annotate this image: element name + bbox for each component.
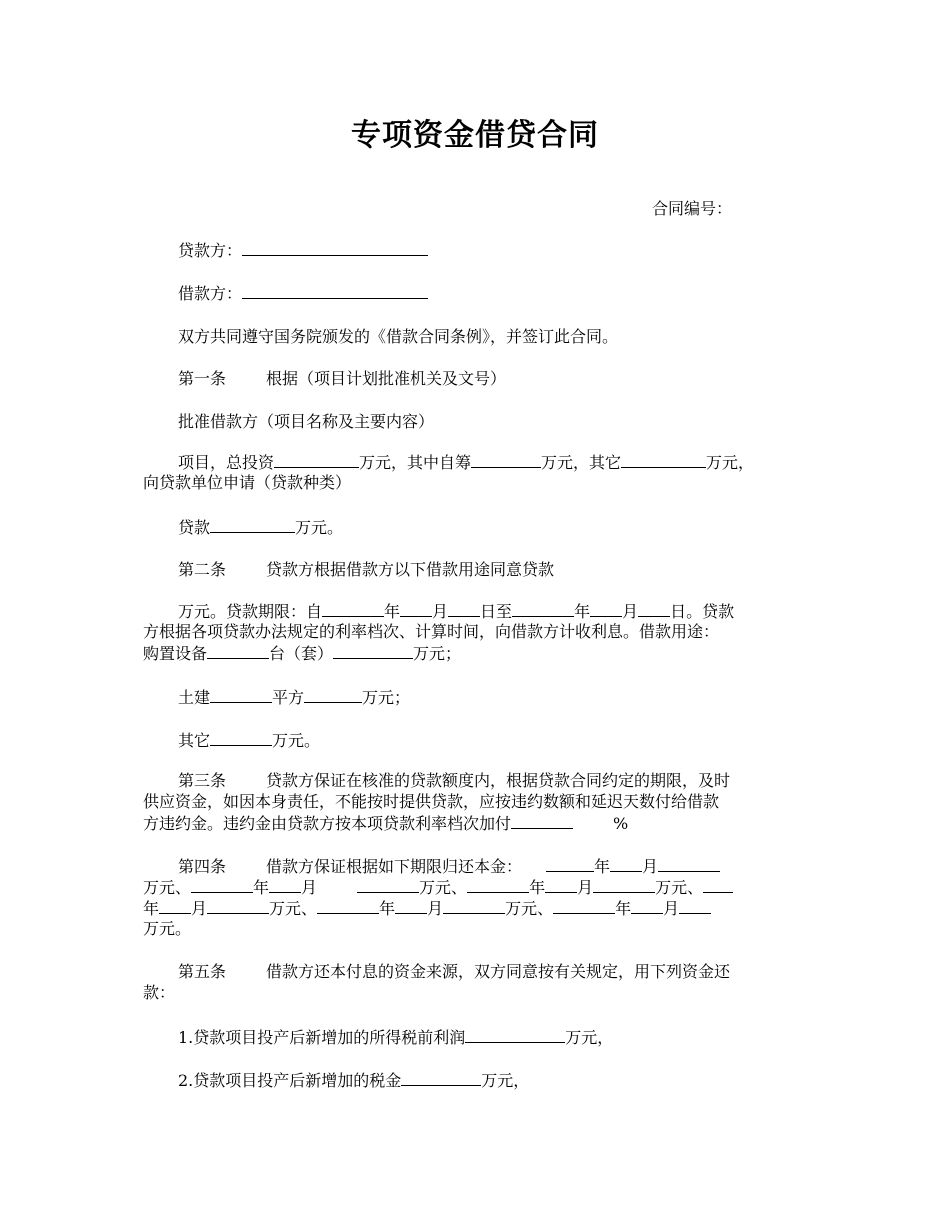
project-text: 万元，其中自筹 xyxy=(359,453,472,472)
repay-1-month-blank[interactable] xyxy=(610,855,642,872)
other-funds-blank[interactable] xyxy=(621,451,706,468)
civil-text: 万元； xyxy=(362,688,411,707)
term-line-1 xyxy=(143,600,811,621)
other-line xyxy=(143,728,846,751)
repay-5-month-blank[interactable] xyxy=(395,897,427,914)
article-5-text: 借款方还本付息的资金来源，双方同意按有关规定，用下列资金还 xyxy=(266,962,731,981)
article-4-line-2 xyxy=(143,876,811,897)
civil-area-blank[interactable] xyxy=(210,686,272,703)
repay-5-year-blank[interactable] xyxy=(317,897,379,914)
article-4-line-3 xyxy=(143,897,811,918)
wan-label: 万元、 xyxy=(505,899,554,918)
item-1-unit: 万元， xyxy=(565,1028,614,1047)
article-3-line-1 xyxy=(143,770,811,791)
year-label: 年 xyxy=(379,899,396,918)
repay-3-amount-blank[interactable] xyxy=(593,876,655,893)
project-text: 项目，总投资 xyxy=(178,453,275,472)
month-label: 月 xyxy=(622,602,639,621)
contract-number-label: 合同编号： xyxy=(652,199,733,218)
repay-4-month-blank[interactable] xyxy=(159,897,191,914)
repay-6-month-blank[interactable] xyxy=(631,897,663,914)
repay-3-year-blank[interactable] xyxy=(467,876,529,893)
repay-3-month-blank[interactable] xyxy=(545,876,577,893)
repay-2-year-blank[interactable] xyxy=(191,876,253,893)
term-text: 台（套） xyxy=(269,644,334,663)
civil-text: 平方 xyxy=(272,688,305,707)
other-text: 万元。 xyxy=(272,731,321,750)
wan-label: 万元、 xyxy=(419,878,468,897)
term-line-2: 方根据各项贷款办法规定的利率档次、计算时间，向借款方计收利息。借款用途： xyxy=(143,622,720,641)
total-investment-blank[interactable] xyxy=(274,451,359,468)
term-text: 购置设备 xyxy=(143,644,208,663)
month-label: 月 xyxy=(663,899,680,918)
month-label: 月 xyxy=(191,899,208,918)
end-day-blank[interactable] xyxy=(638,600,670,617)
year-label: 年 xyxy=(253,878,270,897)
year-label: 年 xyxy=(574,602,591,621)
repay-6-amount-blank[interactable] xyxy=(679,897,711,914)
article-3 xyxy=(143,770,811,833)
start-month-blank[interactable] xyxy=(400,600,432,617)
project-line-1 xyxy=(143,451,811,472)
item-2-text: 2.贷款项目投产后新增加的税金 xyxy=(178,1071,402,1090)
term-text: 万元。贷款期限：自 xyxy=(178,602,323,621)
borrower-label: 借款方： xyxy=(178,284,243,303)
source-item-1 xyxy=(143,1025,846,1048)
term-line-3 xyxy=(143,642,811,663)
borrower-blank[interactable] xyxy=(242,282,428,299)
article-5 xyxy=(143,961,811,1003)
repay-2-month-blank[interactable] xyxy=(269,876,301,893)
article-3-text: 贷款方保证在核准的贷款额度内，根据贷款合同约定的期限，及时 xyxy=(266,771,731,790)
repay-1-amount-blank[interactable] xyxy=(658,855,720,872)
wan-label: 万元、 xyxy=(269,899,318,918)
civil-label: 土建 xyxy=(178,688,211,707)
article-2-heading: 第二条 xyxy=(178,560,227,579)
equipment-amount-blank[interactable] xyxy=(333,642,413,659)
penalty-rate-blank[interactable] xyxy=(511,812,573,829)
article-3-heading: 第三条 xyxy=(178,771,227,790)
year-label: 年 xyxy=(594,857,611,876)
article-1 xyxy=(143,366,846,389)
start-year-blank[interactable] xyxy=(322,600,384,617)
article-3-text: 方违约金。违约金由贷款方按本项贷款利率档次加付 xyxy=(143,814,512,833)
article-2-text: 贷款方根据借款方以下借款用途同意贷款 xyxy=(266,560,555,579)
term-text: 日至 xyxy=(480,602,513,621)
month-label: 月 xyxy=(301,878,318,897)
article-4-line-1 xyxy=(143,855,811,876)
repay-5-amount-blank[interactable] xyxy=(443,897,505,914)
month-label: 月 xyxy=(642,857,659,876)
article-4-text: 借款方保证根据如下期限归还本金： xyxy=(266,857,523,876)
year-label: 年 xyxy=(384,602,401,621)
repay-4-amount-blank[interactable] xyxy=(207,897,269,914)
article-4-line-4: 万元。 xyxy=(143,919,192,938)
document-title: 专项资金借贷合同 xyxy=(351,118,599,153)
loan-amount-blank[interactable] xyxy=(210,516,295,533)
source-item-2 xyxy=(143,1068,846,1091)
loan-label: 贷款 xyxy=(178,518,211,537)
article-4-heading: 第四条 xyxy=(178,857,227,876)
article-5-heading: 第五条 xyxy=(178,962,227,981)
month-label: 月 xyxy=(577,878,594,897)
project-text: 万元，其它 xyxy=(541,453,622,472)
lender-label: 贷款方： xyxy=(178,241,243,260)
item-1-text: 1.贷款项目投产后新增加的所得税前利润 xyxy=(178,1028,466,1047)
pretax-profit-blank[interactable] xyxy=(465,1026,565,1043)
repay-2-amount-blank[interactable] xyxy=(357,876,419,893)
item-2-unit: 万元， xyxy=(481,1071,530,1090)
intro-paragraph: 双方共同遵守国务院颁发的《借款合同条例》，并签订此合同。 xyxy=(178,327,619,346)
percent-sign: % xyxy=(613,814,629,833)
year-label: 年 xyxy=(615,899,632,918)
equipment-sets-blank[interactable] xyxy=(207,642,269,659)
wan-label: 万元、 xyxy=(143,878,192,897)
article-3-line-2: 供应资金，如因本身责任，不能按时提供贷款，应按违约数额和延迟天数付给借款 xyxy=(143,792,720,811)
lender-blank[interactable] xyxy=(242,239,428,256)
article-2 xyxy=(143,557,846,580)
article-4 xyxy=(143,855,811,939)
start-day-blank[interactable] xyxy=(448,600,480,617)
end-year-blank[interactable] xyxy=(512,600,574,617)
borrower-line xyxy=(143,281,846,304)
wan-label: 万元、 xyxy=(655,878,704,897)
loan-term-paragraph xyxy=(143,600,811,663)
month-label: 月 xyxy=(427,899,444,918)
tax-blank[interactable] xyxy=(401,1069,481,1086)
other-label: 其它 xyxy=(178,731,211,750)
article-1-text: 根据（项目计划批准机关及文号） xyxy=(266,369,507,388)
self-raised-blank[interactable] xyxy=(471,451,541,468)
article-3-line-3 xyxy=(143,812,811,833)
loan-unit: 万元。 xyxy=(295,518,344,537)
civil-works-line xyxy=(143,685,846,708)
repay-6-year-blank[interactable] xyxy=(553,897,615,914)
project-paragraph xyxy=(143,451,811,493)
year-label: 年 xyxy=(529,878,546,897)
loan-amount-line xyxy=(143,515,846,538)
lender-line xyxy=(143,238,846,261)
project-text: 万元， xyxy=(706,453,755,472)
article-1-heading: 第一条 xyxy=(178,369,227,388)
repay-1-year-blank[interactable] xyxy=(546,855,594,872)
project-line-2: 向贷款单位申请（贷款种类） xyxy=(143,473,352,492)
repay-4-year-blank[interactable] xyxy=(703,876,733,893)
end-month-blank[interactable] xyxy=(590,600,622,617)
year-label: 年 xyxy=(143,899,160,918)
article-5-line-1 xyxy=(143,961,811,982)
civil-amount-blank[interactable] xyxy=(304,686,362,703)
approval-line: 批准借款方（项目名称及主要内容） xyxy=(178,412,435,431)
term-text: 万元； xyxy=(413,644,462,663)
article-5-line-2: 款： xyxy=(143,983,176,1002)
other-amount-blank[interactable] xyxy=(210,729,272,746)
term-text: 日。贷款 xyxy=(670,602,735,621)
month-label: 月 xyxy=(432,602,449,621)
